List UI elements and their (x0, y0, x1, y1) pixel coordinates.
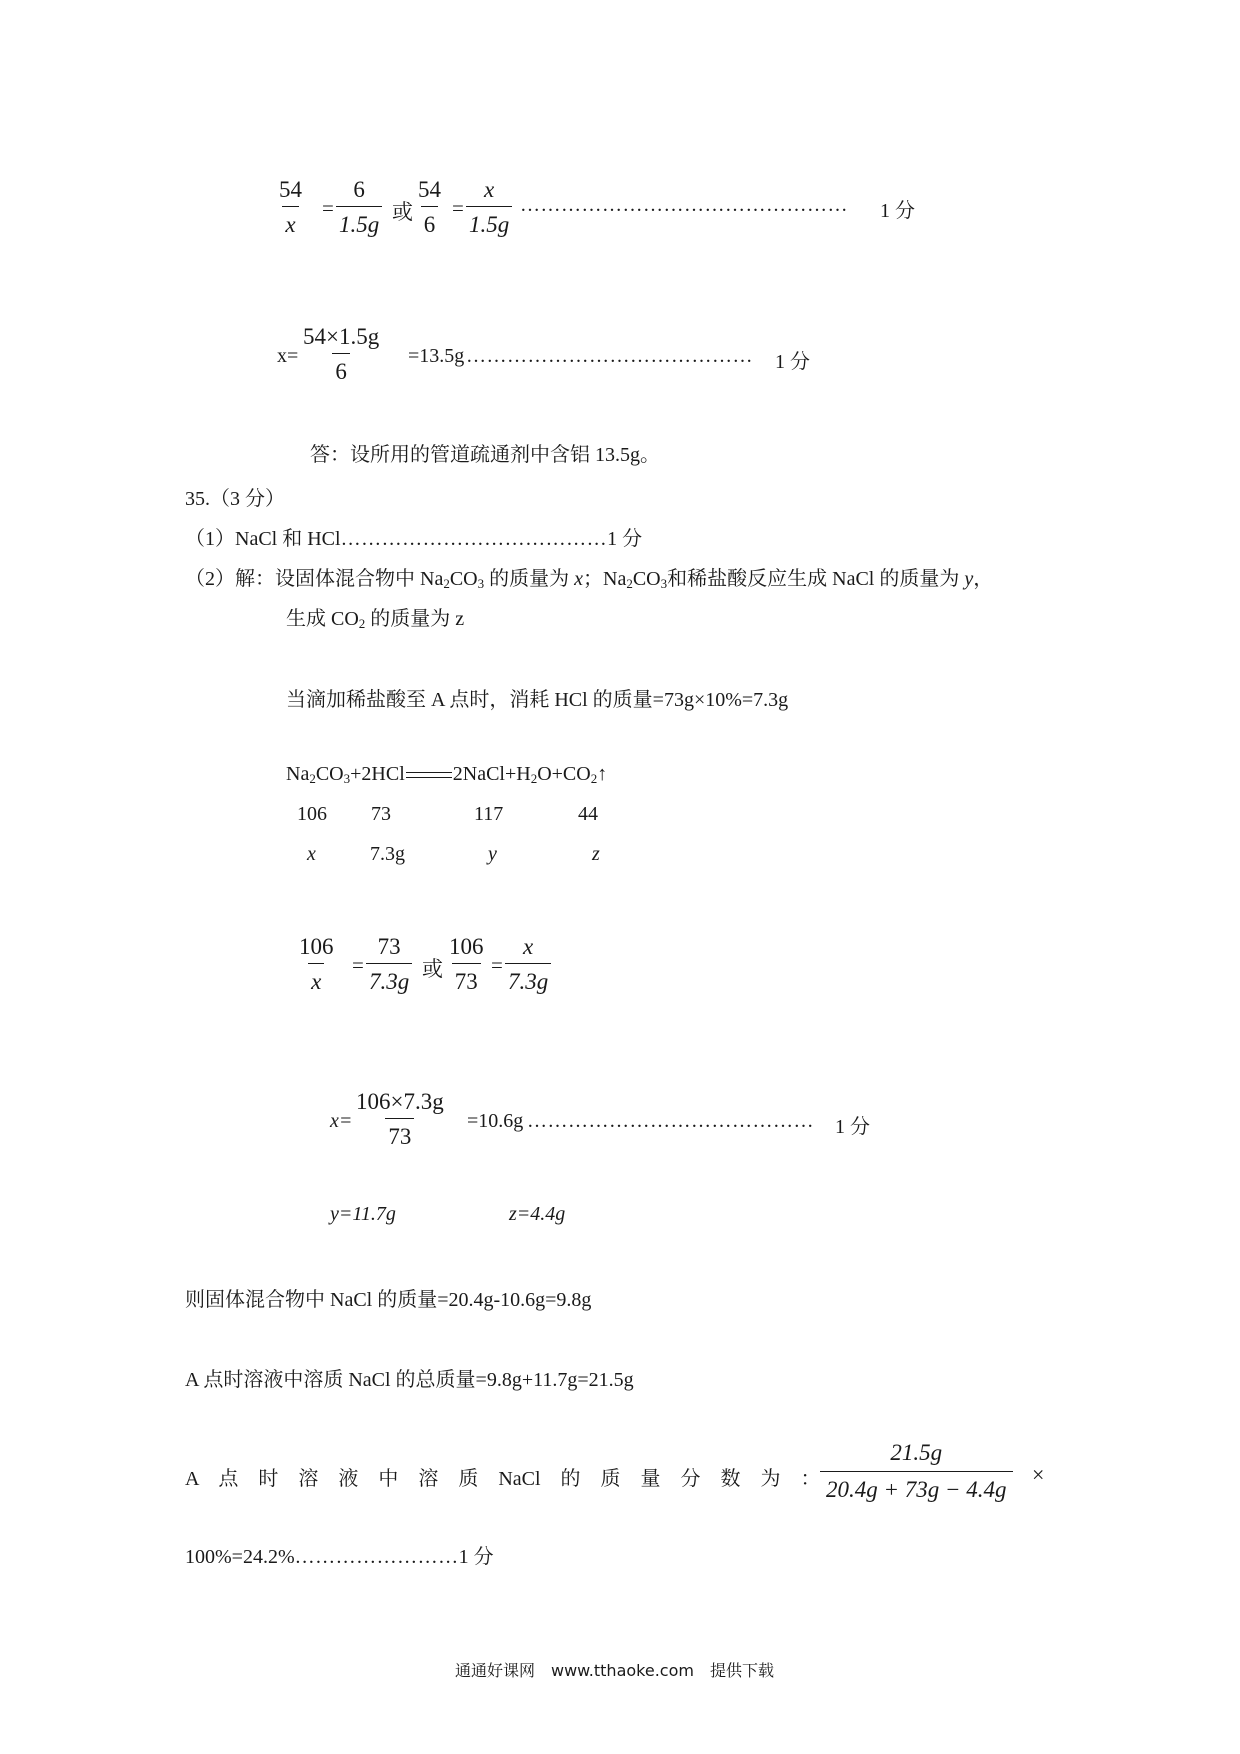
value-hcl: 7.3g (370, 843, 405, 865)
fraction-54-over-6: $\frac{54}{6}$ (418, 177, 441, 237)
final-answer-line: 100%=24.2%……………………1 分 (185, 1546, 494, 1568)
dot-leader: …………………………………… (466, 345, 753, 367)
z-value: z=4.4g (509, 1203, 566, 1225)
reaction-equation: $Na_2CO_3+2HCl$ $2NaCl+H_2O+CO_2↑$ (286, 763, 608, 786)
fraction-21.5g-over-total: $\frac{21.5g}{20.4g + 73g - 4.4g}$ (820, 1441, 1013, 1501)
fraction-73-over-7.3g: $\frac{73}{7.3g}$ (366, 935, 412, 993)
equals-double-line (406, 772, 452, 778)
nacl-total-mass: A 点时溶液中溶质 NaCl 的总质量=9.8g+11.7g=21.5g (185, 1369, 634, 1391)
nacl-solid-mass: 则固体混合物中 NaCl 的质量=20.4g-10.6g=9.8g (185, 1289, 592, 1311)
fraction-x-over-7.3g: $\frac{x}{7.3g}$ (505, 935, 551, 993)
mass-fraction-label: A 点 时 溶 液 中 溶 质 NaCl 的 质 量 分 数 为 ： (185, 1468, 821, 1490)
fraction-106-over-x: $\frac{106}{x}$ (299, 934, 334, 994)
equals-sign: = (322, 196, 334, 220)
fraction-106-over-73: $\frac{106}{73}$ (449, 934, 484, 994)
equals-sign: = (491, 953, 503, 977)
equals-sign: = (352, 953, 364, 977)
part2-line1: （2）解：设固体混合物中 $Na_2CO_3$ 的质量为 x；$Na_2CO_3$和稀盐酸反应生成 NaCl 的质量为 y， (185, 568, 994, 591)
fraction-6-over-1.5g: $\frac{6}{1.5g}$ (336, 178, 382, 236)
answer-line: 答：设所用的管道疏通剂中含铝 13.5g。 (310, 444, 660, 466)
times-sign: × (1032, 1462, 1045, 1487)
unknown-y: y (488, 843, 497, 865)
fraction-54x1.5g-over-6: $\frac{54\times 1.5g}{6}$ (303, 324, 380, 384)
fraction-106x7.3g-over-73: $\frac{106\times 7.3g}{73}$ (356, 1089, 444, 1149)
unknown-z: z (592, 843, 600, 865)
or-word: 或 (422, 957, 443, 981)
fraction-x-over-1.5g: $\frac{x}{1.5g}$ (466, 178, 512, 236)
y-value: y=11.7g (330, 1203, 396, 1225)
x-equals: x= (330, 1110, 353, 1132)
hcl-mass-line: 当滴加稀盐酸至 A 点时，消耗 HCl 的质量=73g×10%=7.3g (286, 689, 789, 711)
fraction-54-over-x: $\frac{54}{x}$ (279, 177, 302, 237)
or-word: 或 (392, 200, 413, 224)
mass-hcl: 73 (371, 803, 391, 825)
unknown-x: x (307, 843, 316, 865)
score: 1 分 (835, 1116, 870, 1138)
result: =10.6g (467, 1110, 524, 1132)
mass-na2co3: 106 (297, 803, 327, 825)
part1-line: （1）NaCl 和 HCl…………………………………1 分 (185, 528, 643, 550)
question-heading: 35.（3 分） (185, 488, 285, 510)
mass-nacl: 117 (474, 803, 504, 825)
page-footer: 通通好课网 www.tthaoke.com 提供下载 (455, 1661, 774, 1680)
equals-sign: = (452, 196, 464, 220)
mass-co2: 44 (578, 803, 598, 825)
dot-leader: …………………………………… (527, 1110, 814, 1132)
result: =13.5g (408, 345, 465, 367)
dot-leader: ………………………………………… (520, 194, 848, 216)
x-equals: x= (277, 345, 299, 367)
part2-line2: 生成 $CO_2$ 的质量为 z (286, 608, 465, 631)
gas-arrow: ↑ (597, 763, 608, 785)
score: 1 分 (775, 351, 810, 373)
score: 1 分 (880, 200, 915, 222)
